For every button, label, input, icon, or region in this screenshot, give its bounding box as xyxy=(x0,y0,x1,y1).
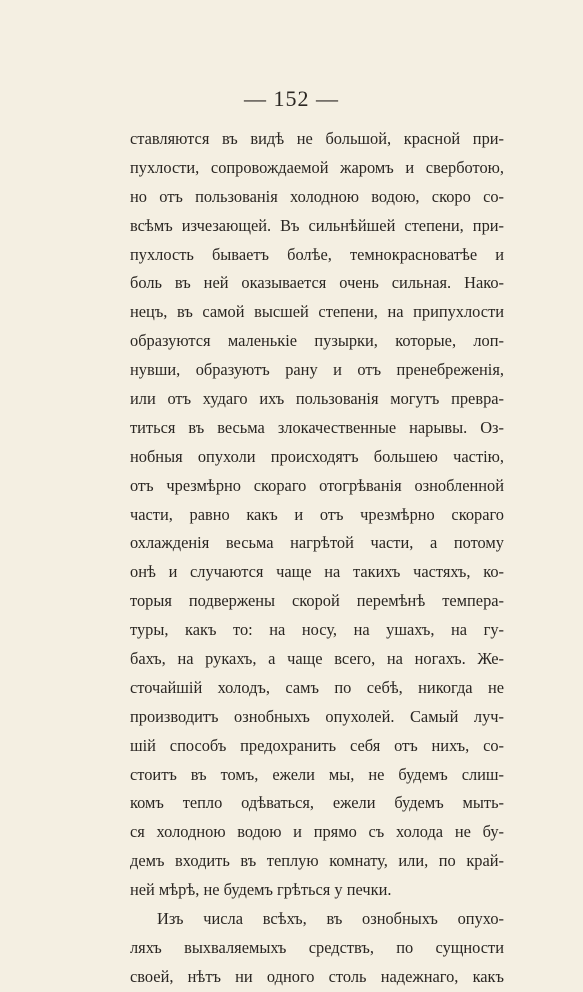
text-line: ляхъ выхваляемыхъ средствъ, по сущности xyxy=(130,937,504,957)
text-body xyxy=(130,125,504,992)
text-line: демъ входить въ теплую комнату, или, по край- xyxy=(130,851,504,871)
text-line: ставляются въ видѣ не большой, красной при- xyxy=(130,129,504,148)
paragraph xyxy=(130,905,504,992)
text-line: пухлость бываетъ болѣе, темнокрасноватѣе и xyxy=(130,244,504,264)
text-line: туры, какъ то: на носу, на ушахъ, на гу- xyxy=(130,620,504,640)
paragraph xyxy=(130,125,504,905)
text-line: бахъ, на рукахъ, а чаще всего, на ногахъ. Же- xyxy=(130,649,504,669)
text-line: сточайшій холодъ, самъ по себѣ, никогда не xyxy=(130,677,504,697)
text-line: нецъ, въ самой высшей степени, на припухлости xyxy=(130,302,504,322)
text-line: но отъ пользованія холодною водою, скоро со- xyxy=(130,186,504,206)
text-line: пухлости, сопровождаемой жаромъ и сверботою, xyxy=(130,157,504,177)
text-line: Изъ числа всѣхъ, въ ознобныхъ опухо- xyxy=(157,909,504,929)
text-line: своей, нѣтъ ни одного столь надежнаго, какъ xyxy=(130,966,504,986)
text-line: боль въ ней оказывается очень сильная. Нако- xyxy=(130,273,504,293)
text-line: нобныя опухоли происходятъ большею частію, xyxy=(130,446,504,466)
text-line: титься въ весьма злокачественные нарывы. Оз- xyxy=(130,417,504,437)
text-line: образуются маленькіе пузырки, которые, лоп- xyxy=(130,331,504,351)
text-line: ней мѣрѣ, не будемъ грѣться у печки. xyxy=(130,880,392,900)
text-line: шій способъ предохранить себя отъ нихъ, со- xyxy=(130,735,504,755)
text-line: нувши, образуютъ рану и отъ пренебреженія, xyxy=(130,360,504,380)
text-line: онѣ и случаются чаще на такихъ частяхъ, ко- xyxy=(130,562,504,582)
text-line: или отъ худаго ихъ пользованія могутъ превра- xyxy=(130,389,504,409)
text-line: всѣмъ изчезающей. Въ сильнѣйшей степени, при- xyxy=(130,215,504,235)
text-line: отъ чрезмѣрно скораго отогрѣванія ознобленной xyxy=(130,475,504,495)
text-line: торыя подвержены скорой перемѣнѣ темпера- xyxy=(130,591,504,611)
text-line: комъ тепло одѣваться, ежели будемъ мыть- xyxy=(130,793,504,813)
text-line: стоитъ въ томъ, ежели мы, не будемъ слиш- xyxy=(130,764,504,784)
text-line: охлажденія весьма нагрѣтой части, а потому xyxy=(130,533,504,553)
text-line: части, равно какъ и отъ чрезмѣрно скораго xyxy=(130,504,504,524)
text-line: ся холодною водою и прямо съ холода не бу- xyxy=(130,822,504,842)
page-number: — 152 — xyxy=(244,86,339,111)
text-line: производитъ ознобныхъ опухолей. Самый луч- xyxy=(130,706,504,726)
